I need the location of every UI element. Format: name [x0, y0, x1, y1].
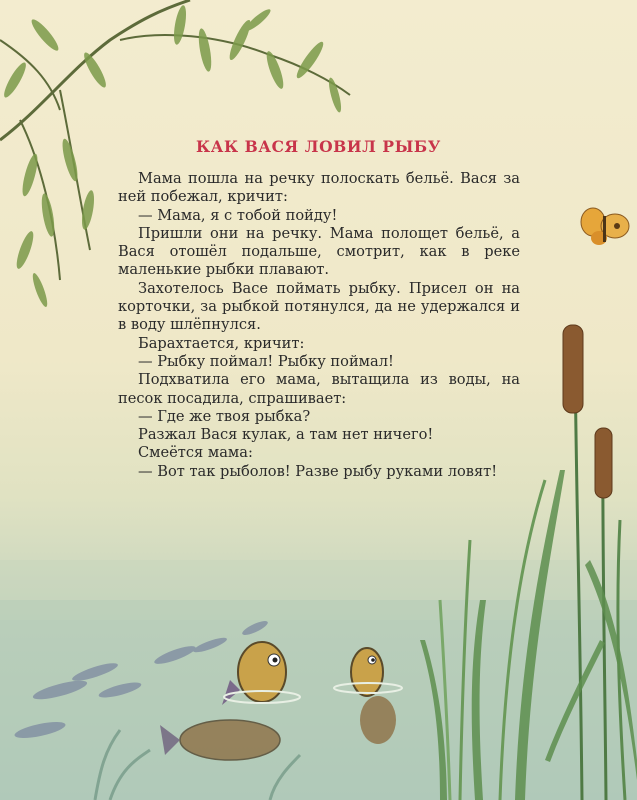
- paragraph-3: Пришли они на речку. Мама полощет бельё, а Вася отошёл подальше, смотрит, как в реке маленькие рыбки плавают.: [118, 224, 520, 279]
- paragraph-1: Мама пошла на речку полоскать бельё. Вася за ней побежал, кричит:: [118, 170, 520, 206]
- paragraph-7: Подхватила его мама, вытащила из воды, на песок посадила, спрашивает:: [118, 371, 520, 407]
- butterfly: [581, 208, 629, 245]
- paragraph-8: — Где же твоя рыбка?: [138, 407, 311, 425]
- paragraph-9: Разжал Вася кулак, а там нет ничего!: [138, 426, 434, 444]
- cattails: [563, 325, 612, 498]
- paragraph-10: Смеётся мама:: [138, 444, 253, 462]
- paragraph-4: Захотелось Васе поймать рыбку. Присел он на корточки, за рыбкой потянулся, да не удержался и в воду шлёпнулся.: [118, 279, 520, 334]
- paragraph-11: — Вот так рыболов! Разве рыбу руками ловят!: [138, 462, 498, 480]
- river-water: [0, 600, 637, 800]
- paragraph-6: — Рыбку поймал! Рыбку поймал!: [138, 352, 394, 370]
- paragraph-5: Барахтается, кричит:: [138, 334, 305, 352]
- paragraph-2: — Мама, я с тобой пойду!: [138, 206, 338, 224]
- story-text: [118, 170, 520, 481]
- story-title: КАК ВАСЯ ЛОВИЛ РЫБУ: [196, 137, 441, 156]
